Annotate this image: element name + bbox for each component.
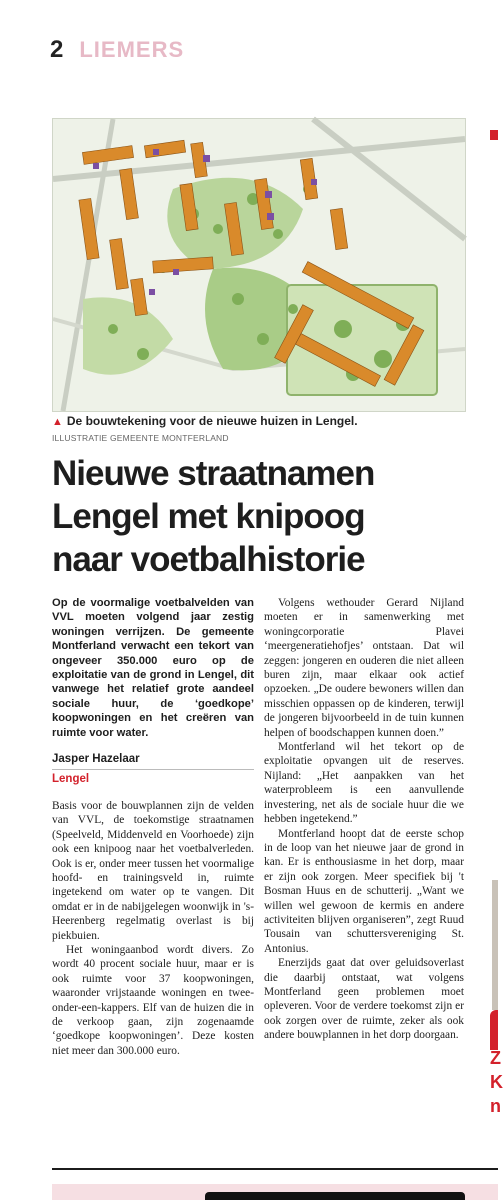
caption-triangle-icon: ▲ xyxy=(52,416,63,428)
headline-line: Nieuwe straatnamen xyxy=(52,454,375,493)
headline-line: Lengel met knipoog xyxy=(52,497,365,536)
body-paragraph: Volgens wethouder Gerard Nijland moeten er in samenwerking met woningcorporatie Plavei ‘meergeneratiehofjes’ ontstaan. Dat wil zeggen: jongeren en ouderen die niet alleen buren zijn, maar elkaar ook actief opzoeken. „De oudere bewoners willen dan misschien oppassen op de kinderen, terwijl de jongeren bijvoorbeeld in de tuin kunnen helpen of boodschappen kunnen doen.” xyxy=(264,597,464,739)
photo-credit: ILLUSTRATIE GEMEENTE MONTFERLAND xyxy=(52,433,229,443)
edge-red-block xyxy=(490,1010,498,1050)
body-paragraph: Montferland wil het tekort op de exploitatie opvangen uit de reserves. Nijland: „Het aanpakken van het waterprobleem is een aanvullende investering, net als de sociale huur die we hebben ingetekend.” xyxy=(264,741,464,826)
headline-line: naar voetbalhistorie xyxy=(52,540,365,579)
edge-red-mark xyxy=(490,130,498,140)
caption-text: De bouwtekening voor de nieuwe huizen in Lengel. xyxy=(66,414,358,428)
body-paragraph: Montferland hoopt dat de eerste schop in de loop van het nieuwe jaar de grond in kan. Er is enthousiasme in het dorp, maar er zijn ook zorgen. Meer specifiek bij 't Bosman Huus en de schutterij. „Want we willen wel gewoon de kermis en andere activiteiten blijven organiseren”, zegt Ruud Tousain van schuttersvereniging St. Antonius. xyxy=(264,827,464,955)
edge-letter: K xyxy=(490,1072,503,1092)
author-byline: Jasper Hazelaar xyxy=(52,752,254,770)
edge-letter: n xyxy=(490,1096,501,1116)
page-number: 2 xyxy=(50,36,64,63)
body-paragraph: Het woningaanbod wordt divers. Zo wordt 40 procent sociale huur, maar er is ook ruimte voor 37 koopwoningen, waaronder vrijstaande woningen en twee-onder-een-kappers. Elf van de huizen die in de verkoop gaan, zijn zogenaamde ‘goedkope koopwoningen’. Deze kosten niet meer dan 300.000 euro. xyxy=(52,943,254,1057)
dateline-place: Lengel xyxy=(52,773,90,786)
body-paragraph: Basis voor de bouwplannen zijn de velden van VVL, de toekomstige straatnamen (Speelveld, Middenveld en Voorhoede) zijn ook een knipoog naar het voetbalverleden. Ook is er, onder meer tussen het voormalige hoofd- en trainingsveld in, ruimte ingetekend om water op te vangen. Dit omdat er in de nabijgelegen woonwijk in 's-Heerenberg regelmatig overlast is bij piekbuien. xyxy=(52,799,254,942)
site-plan-illustration xyxy=(52,118,466,412)
headline xyxy=(52,452,464,581)
photo-caption xyxy=(52,414,358,428)
bottom-rule xyxy=(52,1168,498,1170)
body-paragraph: Enerzijds gaat dat over geluidsoverlast die daarbij ontstaat, wat volgens Montferland geen problemen moet opleveren. Voor de verdere toekomst zijn er ook zorgen over de ruimte, zeker als ook andere bouwplannen in het dorp doorgaan. xyxy=(264,957,464,1042)
article-column-right xyxy=(264,596,464,1043)
edge-letter: Z xyxy=(490,1048,501,1068)
bottom-tab xyxy=(205,1192,465,1200)
edge-photo-fragment xyxy=(492,880,498,1010)
masthead xyxy=(50,36,184,66)
site-plan-drawing xyxy=(53,119,465,411)
article-column-left xyxy=(52,596,254,1058)
lead-paragraph: Op de voormalige voetbalvelden van VVL moeten volgend jaar zestig woningen verrijzen. De gemeente Montferland verwacht een tekort van ongeveer 350.000 euro op de exploitatie van de grond in Lengel, dit vanwege het relatief grote aandeel sociale huur, de ‘goedkope’ koopwoningen en het creëren van ruimte voor water. xyxy=(52,597,254,739)
section-name: LIEMERS xyxy=(79,37,185,62)
